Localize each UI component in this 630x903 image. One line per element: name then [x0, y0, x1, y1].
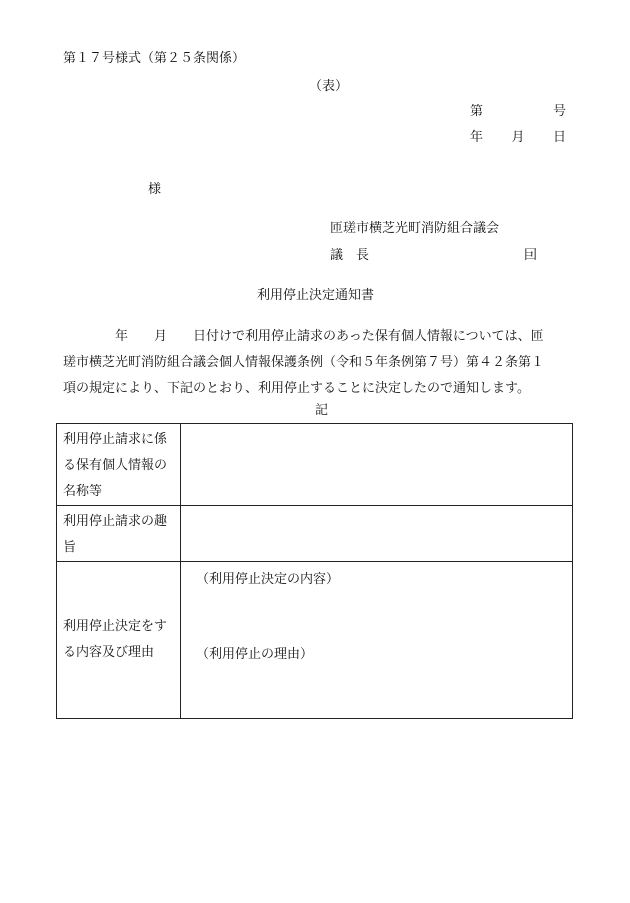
- date-month: 月: [511, 130, 525, 145]
- document-number-prefix: 第: [470, 104, 484, 119]
- notice-body-line-1: 年 月 日付けで利用停止請求のあった保有個人情報については、匝: [115, 329, 544, 344]
- seal-mark: 囙: [524, 248, 538, 263]
- sender-organization: 匝瑳市横芝光町消防組合議会: [330, 221, 500, 236]
- addressee-suffix: 様: [148, 182, 162, 197]
- table-row-info-name: [57, 424, 573, 506]
- stop-decision-table: [56, 423, 573, 719]
- document-number-line: [470, 105, 566, 118]
- decision-label: 利用停止決定をする内容及び理由: [63, 619, 168, 660]
- purpose-value-cell[interactable]: [181, 506, 573, 562]
- date-line: [470, 131, 566, 144]
- date-year: 年: [470, 130, 484, 145]
- notice-body: [63, 324, 579, 402]
- notice-body-line-3: 項の規定により、下記のとおり、利用停止することに決定したので通知します。: [63, 381, 530, 396]
- decision-content: [181, 562, 572, 718]
- sender-title: 議 長: [330, 248, 370, 263]
- notice-body-line-2: 瑳市横芝光町消防組合議会個人情報保護条例（令和５年条例第７号）第４２条第１: [63, 355, 545, 370]
- info-name-label: 利用停止請求に係る保有個人情報の名称等: [63, 432, 168, 499]
- document-title: 利用停止決定通知書: [257, 288, 375, 303]
- info-name-label-cell: [57, 424, 181, 506]
- info-name-value-cell[interactable]: [181, 424, 573, 506]
- table-row-purpose: [57, 506, 573, 562]
- decision-value-cell[interactable]: [181, 562, 573, 719]
- document-number-suffix: 号: [552, 104, 566, 119]
- purpose-label-cell: [57, 506, 181, 562]
- decision-reason-heading: （利用停止の理由）: [196, 647, 314, 662]
- decision-label-cell: [57, 562, 181, 719]
- table-row-decision: [57, 562, 573, 719]
- ki-mark: 記: [315, 403, 329, 418]
- form-number: 第１７号様式（第２５条関係）: [63, 51, 246, 66]
- purpose-label: 利用停止請求の趣旨: [63, 514, 168, 555]
- form-side-label: （表）: [309, 79, 349, 94]
- date-day: 日: [552, 130, 566, 145]
- decision-content-heading: （利用停止決定の内容）: [196, 572, 340, 587]
